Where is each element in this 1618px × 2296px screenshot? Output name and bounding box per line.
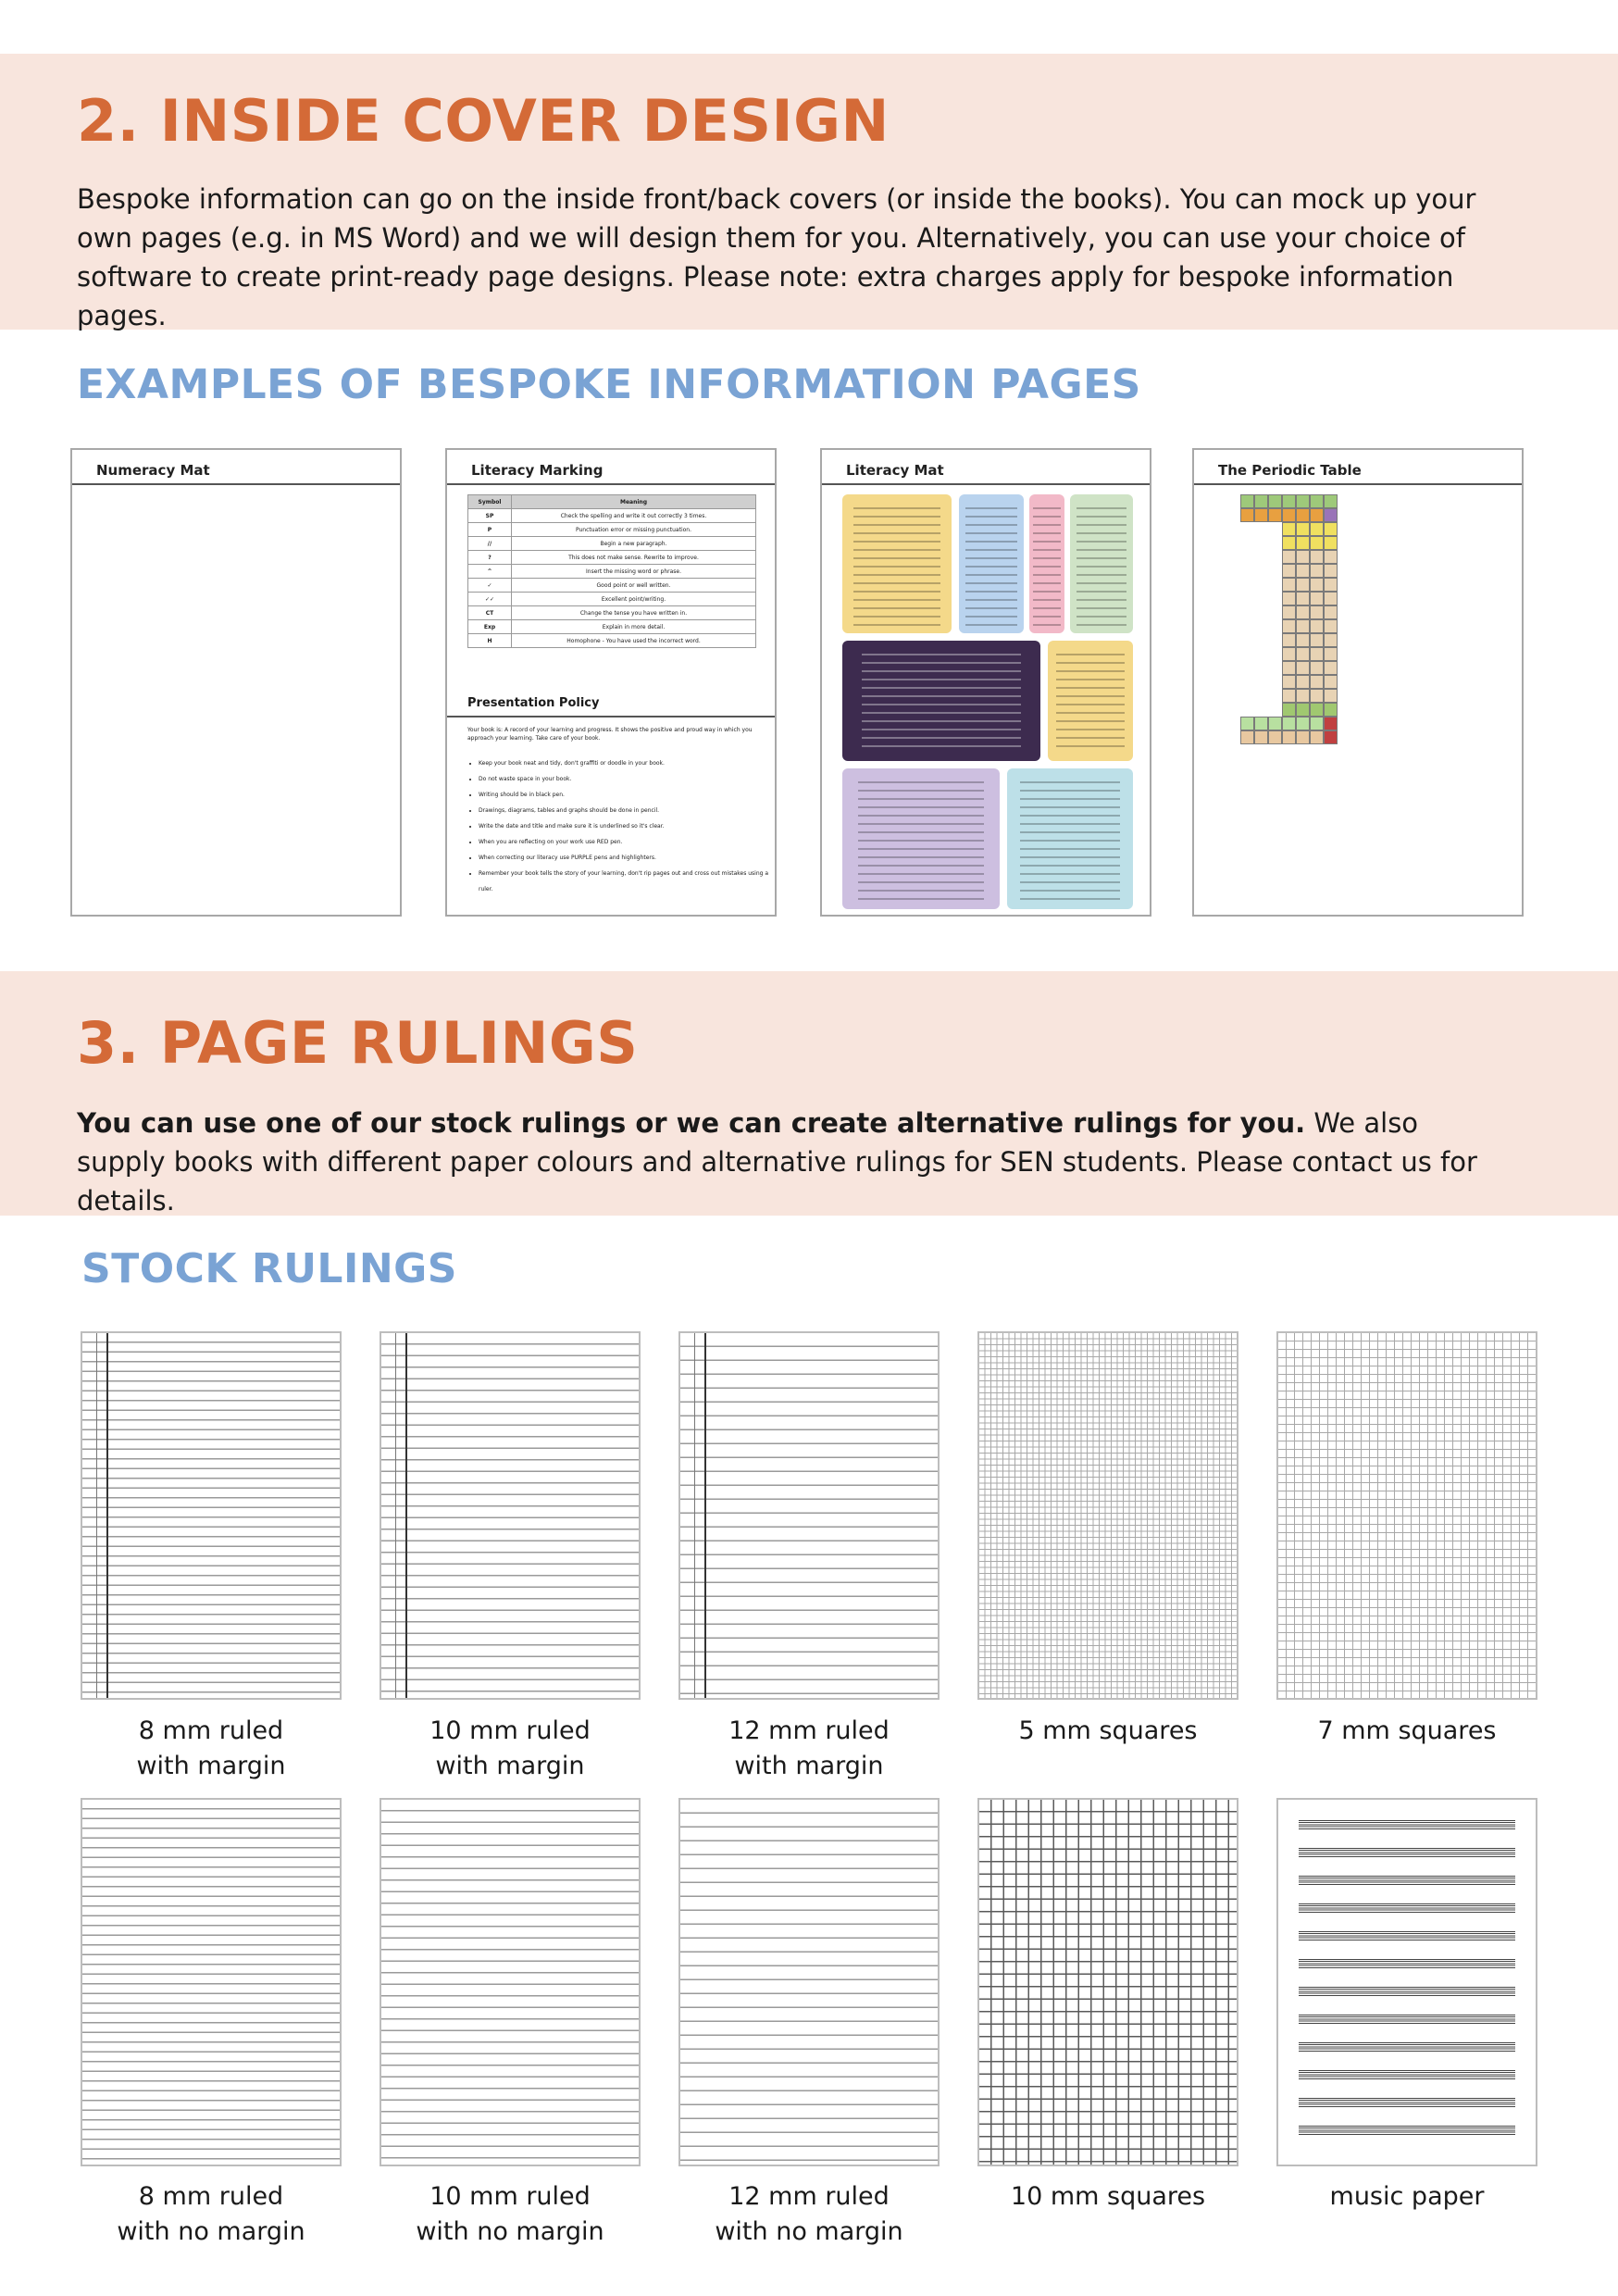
example-periodic-table	[1192, 448, 1524, 917]
element-cell	[1324, 564, 1338, 578]
element-cell	[1310, 689, 1324, 703]
element-cell	[1310, 494, 1324, 508]
element-cell	[1324, 675, 1338, 689]
list-item: • Do not waste space in your book.	[479, 771, 773, 787]
element-cell	[1240, 717, 1254, 730]
element-cell	[1324, 647, 1338, 661]
element-cell	[1240, 508, 1254, 522]
ruling-caption: 10 mm squares	[1010, 2182, 1206, 2211]
list-item: • Drawings, diagrams, tables and graphs should be done in pencil.	[479, 803, 773, 818]
title-rule	[72, 483, 400, 485]
list-item: • Writing should be in black pen.	[479, 787, 773, 803]
literacy-mat-block	[1029, 494, 1064, 633]
table-header: Meaning	[512, 495, 756, 509]
element-cell	[1240, 730, 1254, 744]
list-item: • Keep your book neat and tidy, don't graffiti or doodle in your book.	[479, 755, 773, 771]
literacy-mat-block	[842, 494, 952, 633]
element-cell	[1324, 717, 1338, 730]
margin-line	[694, 1333, 695, 1698]
title-rule	[447, 483, 775, 485]
element-cell	[1310, 564, 1324, 578]
ruling-caption: 5 mm squares	[1018, 1716, 1198, 1745]
element-cell	[1296, 717, 1310, 730]
element-cell	[1324, 689, 1338, 703]
music-staff	[1299, 1820, 1515, 1829]
element-cell	[1310, 592, 1324, 605]
list-item: • When correcting our literacy use PURPLE pens and highlighters.	[479, 850, 773, 866]
element-cell	[1324, 592, 1338, 605]
element-cell	[1296, 730, 1310, 744]
element-cell	[1310, 508, 1324, 522]
element-cell	[1296, 522, 1310, 536]
title-rule	[447, 716, 775, 718]
element-cell	[1296, 564, 1310, 578]
example-title: Literacy Marking	[471, 462, 604, 479]
examples-heading: EXAMPLES OF BESPOKE INFORMATION PAGES	[77, 361, 1141, 408]
title-rule	[822, 483, 1150, 485]
element-cell	[1296, 633, 1310, 647]
ruling-music-paper	[1276, 1798, 1537, 2166]
table-row: ✓ Good point or well written.	[468, 579, 756, 593]
music-staff	[1299, 1987, 1515, 1996]
margin-line	[405, 1333, 407, 1698]
ruling-7mm-squares	[1276, 1331, 1537, 1700]
element-cell	[1310, 605, 1324, 619]
ruling-caption: music paper	[1329, 2182, 1485, 2211]
literacy-mat-block	[959, 494, 1024, 633]
music-staff	[1299, 2015, 1515, 2024]
element-cell	[1282, 619, 1296, 633]
element-cell	[1254, 508, 1268, 522]
example-title: Numeracy Mat	[96, 462, 210, 479]
music-staff	[1299, 1959, 1515, 1968]
element-cell	[1310, 647, 1324, 661]
element-cell	[1324, 633, 1338, 647]
ruling-caption: 8 mm ruled with margin	[136, 1716, 286, 1780]
element-cell	[1282, 633, 1296, 647]
element-cell	[1254, 730, 1268, 744]
example-title: The Periodic Table	[1218, 462, 1362, 479]
element-cell	[1254, 717, 1268, 730]
ruling-8mm-with-margin	[81, 1331, 342, 1700]
element-cell	[1324, 508, 1338, 522]
section-3-body-rest: We also supply books with different paper colours and alternative rulings for SEN students. Please contact us for details.	[77, 1107, 1477, 1217]
ruling-caption: 12 mm ruled with no margin	[715, 2182, 903, 2246]
element-cell	[1282, 564, 1296, 578]
element-cell	[1310, 550, 1324, 564]
section-3-body	[77, 1104, 1484, 1220]
table-row: Exp Explain in more detail.	[468, 620, 756, 634]
ruling-5mm-squares	[977, 1331, 1238, 1700]
element-cell	[1268, 494, 1282, 508]
element-cell	[1324, 730, 1338, 744]
literacy-mat-block	[842, 641, 1040, 761]
element-cell	[1310, 661, 1324, 675]
margin-line	[704, 1333, 706, 1698]
ruling-8mm-no-margin	[81, 1798, 342, 2166]
element-cell	[1296, 508, 1310, 522]
element-cell	[1324, 522, 1338, 536]
literacy-mat-block	[1007, 768, 1133, 909]
presentation-policy-title: Presentation Policy	[467, 696, 600, 710]
element-cell	[1310, 675, 1324, 689]
element-cell	[1324, 661, 1338, 675]
element-cell	[1268, 730, 1282, 744]
element-cell	[1296, 675, 1310, 689]
section-2-body: Bespoke information can go on the inside front/back covers (or inside the books). You can mock up your own pages (e.g. in MS Word) and we will design them for you. Alternatively, you can use your choice of software to create print-ready page designs. Please note: extra charges apply for bespoke information pages.	[77, 183, 1476, 331]
element-cell	[1310, 619, 1324, 633]
element-cell	[1282, 578, 1296, 592]
element-cell	[1282, 717, 1296, 730]
element-cell	[1310, 536, 1324, 550]
element-cell	[1296, 592, 1310, 605]
margin-line	[106, 1333, 108, 1698]
presentation-policy-intro: Your book is: A record of your learning and progress. It shows the positive and proud way in which you approach your learning. Take care of your book.	[467, 727, 753, 742]
table-row: ? This does not make sense. Rewrite to improve.	[468, 551, 756, 565]
ruling-12mm-with-margin	[678, 1331, 940, 1700]
element-cell	[1282, 508, 1296, 522]
element-cell	[1282, 661, 1296, 675]
element-cell	[1296, 661, 1310, 675]
example-title: Literacy Mat	[846, 462, 944, 479]
element-cell	[1324, 619, 1338, 633]
element-cell	[1282, 675, 1296, 689]
element-cell	[1282, 592, 1296, 605]
element-cell	[1310, 703, 1324, 717]
element-cell	[1282, 703, 1296, 717]
example-literacy-mat	[820, 448, 1151, 917]
element-cell	[1282, 730, 1296, 744]
element-cell	[1310, 730, 1324, 744]
music-staff	[1299, 2070, 1515, 2079]
table-row: CT Change the tense you have written in.	[468, 606, 756, 620]
element-cell	[1296, 578, 1310, 592]
list-item: • Remember your book tells the story of your learning, don't rip pages out and cross out mistakes using a ruler.	[479, 866, 773, 897]
ruling-caption: 10 mm ruled with margin	[429, 1716, 591, 1780]
element-cell	[1296, 689, 1310, 703]
element-cell	[1310, 717, 1324, 730]
table-header: Symbol	[468, 495, 512, 509]
stock-rulings-heading: STOCK RULINGS	[81, 1245, 457, 1292]
element-cell	[1310, 578, 1324, 592]
element-cell	[1324, 536, 1338, 550]
table-row: // Begin a new paragraph.	[468, 537, 756, 551]
element-cell	[1324, 494, 1338, 508]
element-cell	[1296, 647, 1310, 661]
element-cell	[1296, 703, 1310, 717]
ruling-caption: 7 mm squares	[1317, 1716, 1497, 1745]
element-cell	[1310, 522, 1324, 536]
margin-line	[96, 1333, 97, 1698]
element-cell	[1296, 536, 1310, 550]
music-staff	[1299, 1931, 1515, 1940]
ruling-10mm-with-margin	[380, 1331, 641, 1700]
table-row: ✓✓ Excellent point/writing.	[468, 593, 756, 606]
literacy-mat-block	[1070, 494, 1133, 633]
ruling-caption: 8 mm ruled with no margin	[117, 2182, 305, 2246]
element-cell	[1282, 522, 1296, 536]
element-cell	[1296, 550, 1310, 564]
ruling-caption: 10 mm ruled with no margin	[416, 2182, 604, 2246]
table-row: P Punctuation error or missing punctuation.	[468, 523, 756, 537]
section-3-body-bold: You can use one of our stock rulings or we can create alternative rulings for you.	[77, 1107, 1306, 1139]
element-cell	[1254, 494, 1268, 508]
element-cell	[1296, 619, 1310, 633]
element-cell	[1282, 647, 1296, 661]
element-cell	[1296, 605, 1310, 619]
element-cell	[1324, 605, 1338, 619]
ruling-caption: 12 mm ruled with margin	[728, 1716, 890, 1780]
element-cell	[1324, 703, 1338, 717]
element-cell	[1282, 605, 1296, 619]
margin-line	[395, 1333, 396, 1698]
ruling-10mm-squares	[977, 1798, 1238, 2166]
element-cell	[1282, 494, 1296, 508]
table-row: SP Check the spelling and write it out correctly 3 times.	[468, 509, 756, 523]
music-staff	[1299, 2098, 1515, 2107]
element-cell	[1324, 578, 1338, 592]
element-cell	[1268, 717, 1282, 730]
table-row: H Homophone - You have used the incorrect word.	[468, 634, 756, 648]
ruling-12mm-no-margin	[678, 1798, 940, 2166]
element-cell	[1324, 550, 1338, 564]
element-cell	[1310, 633, 1324, 647]
list-item: • Write the date and title and make sure it is underlined so it's clear.	[479, 818, 773, 834]
element-cell	[1282, 550, 1296, 564]
title-rule	[1194, 483, 1522, 485]
example-literacy-marking	[445, 448, 777, 917]
section-2-title: 2. INSIDE COVER DESIGN	[77, 87, 890, 155]
literacy-mat-block	[1048, 641, 1133, 761]
marking-table	[467, 494, 756, 648]
literacy-mat-block	[842, 768, 1000, 909]
element-cell	[1240, 494, 1254, 508]
element-cell	[1268, 508, 1282, 522]
music-staff	[1299, 2126, 1515, 2135]
element-cell	[1282, 689, 1296, 703]
list-item: • When you are reflecting on your work use RED pen.	[479, 834, 773, 850]
section-3-title: 3. PAGE RULINGS	[77, 1009, 639, 1077]
music-staff	[1299, 1903, 1515, 1913]
table-row: ^ Insert the missing word or phrase.	[468, 565, 756, 579]
element-cell	[1296, 494, 1310, 508]
example-numeracy-mat	[70, 448, 402, 917]
ruling-10mm-no-margin	[380, 1798, 641, 2166]
music-staff	[1299, 1848, 1515, 1857]
element-cell	[1282, 536, 1296, 550]
music-staff	[1299, 2042, 1515, 2052]
presentation-policy-list	[467, 755, 773, 897]
music-staff	[1299, 1876, 1515, 1885]
